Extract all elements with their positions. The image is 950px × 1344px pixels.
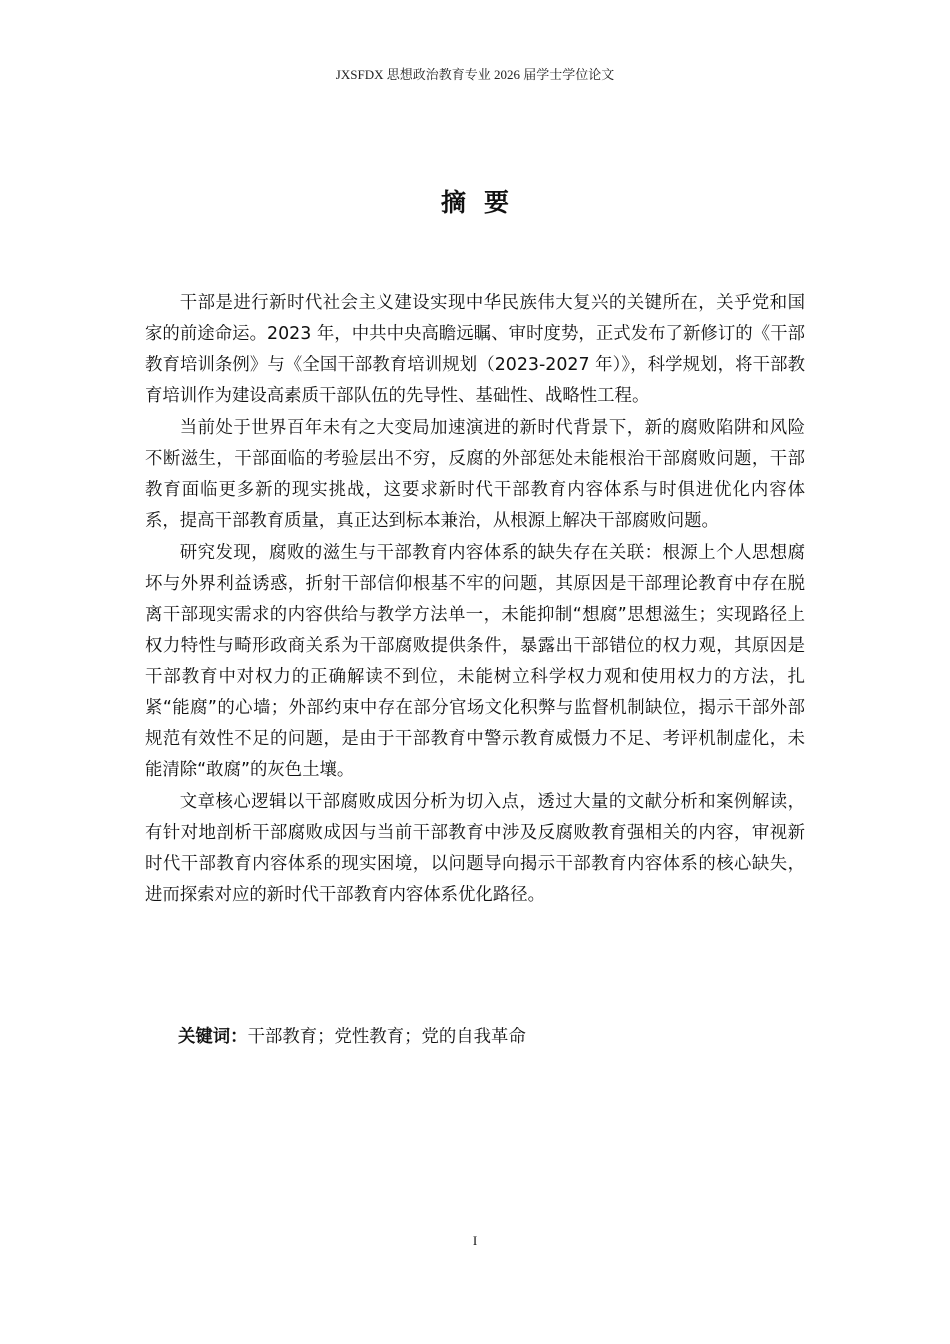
running-header: JXSFDX 思想政治教育专业 2026 届学士学位论文 <box>335 67 615 82</box>
keywords-line <box>178 1022 798 1053</box>
abstract-paragraph-4: 文章核心逻辑以干部腐败成因分析为切入点，透过大量的文献分析和案例解读，有针对地剖析干部腐败成因与当前干部教育中涉及反腐败教育强相关的内容，审视新时代干部教育内容体系的现实困境，以问题导向揭示干部教育内容体系的核心缺失，进而探索对应的新时代干部教育内容体系优化路径。 <box>145 792 805 905</box>
keywords-value: 干部教育；党性教育；党的自我革命 <box>247 1027 526 1047</box>
abstract-paragraph-2: 当前处于世界百年未有之大变局加速演进的新时代背景下，新的腐败陷阱和风险不断滋生，干部面临的考验层出不穷，反腐的外部惩处未能根治干部腐败问题，干部教育面临更多新的现实挑战，这要求新时代干部教育内容体系与时俱进优化内容体系，提高干部教育质量，真正达到标本兼治，从根源上解决干部腐败问题。 <box>145 418 805 531</box>
abstract-paragraph-3: 研究发现，腐败的滋生与干部教育内容体系的缺失存在关联：根源上个人思想腐坏与外界利益诱惑，折射干部信仰根基不牢的问题，其原因是干部理论教育中存在脱离干部现实需求的内容供给与教学方法单一，未能抑制“想腐”思想滋生；实现路径上权力特性与畸形政商关系为干部腐败提供条件，暴露出干部错位的权力观，其原因是干部教育中对权力的正确解读不到位，未能树立科学权力观和使用权力的方法，扎紧“能腐”的心墙；外部约束中存在部分官场文化积弊与监督机制缺位，揭示干部外部规范有效性不足的问题，是由于干部教育中警示教育威慑力不足、考评机制虚化，未能清除“敢腐”的灰色土壤。 <box>145 543 805 780</box>
page-number: I <box>472 1233 478 1248</box>
keywords-label: 关键词： <box>178 1027 248 1047</box>
abstract-body <box>145 288 805 912</box>
abstract-paragraph-1: 干部是进行新时代社会主义建设实现中华民族伟大复兴的关键所在，关乎党和国家的前途命运。2023 年，中共中央高瞻远瞩、审时度势，正式发布了新修订的《干部教育培训条例》与《全国干部教育培训规划（2023-2027 年）》，科学规划，将干部教育培训作为建设高素质干部队伍的先导性、基础性、战略性工程。 <box>145 293 805 406</box>
abstract-title: 摘要 <box>440 188 527 217</box>
